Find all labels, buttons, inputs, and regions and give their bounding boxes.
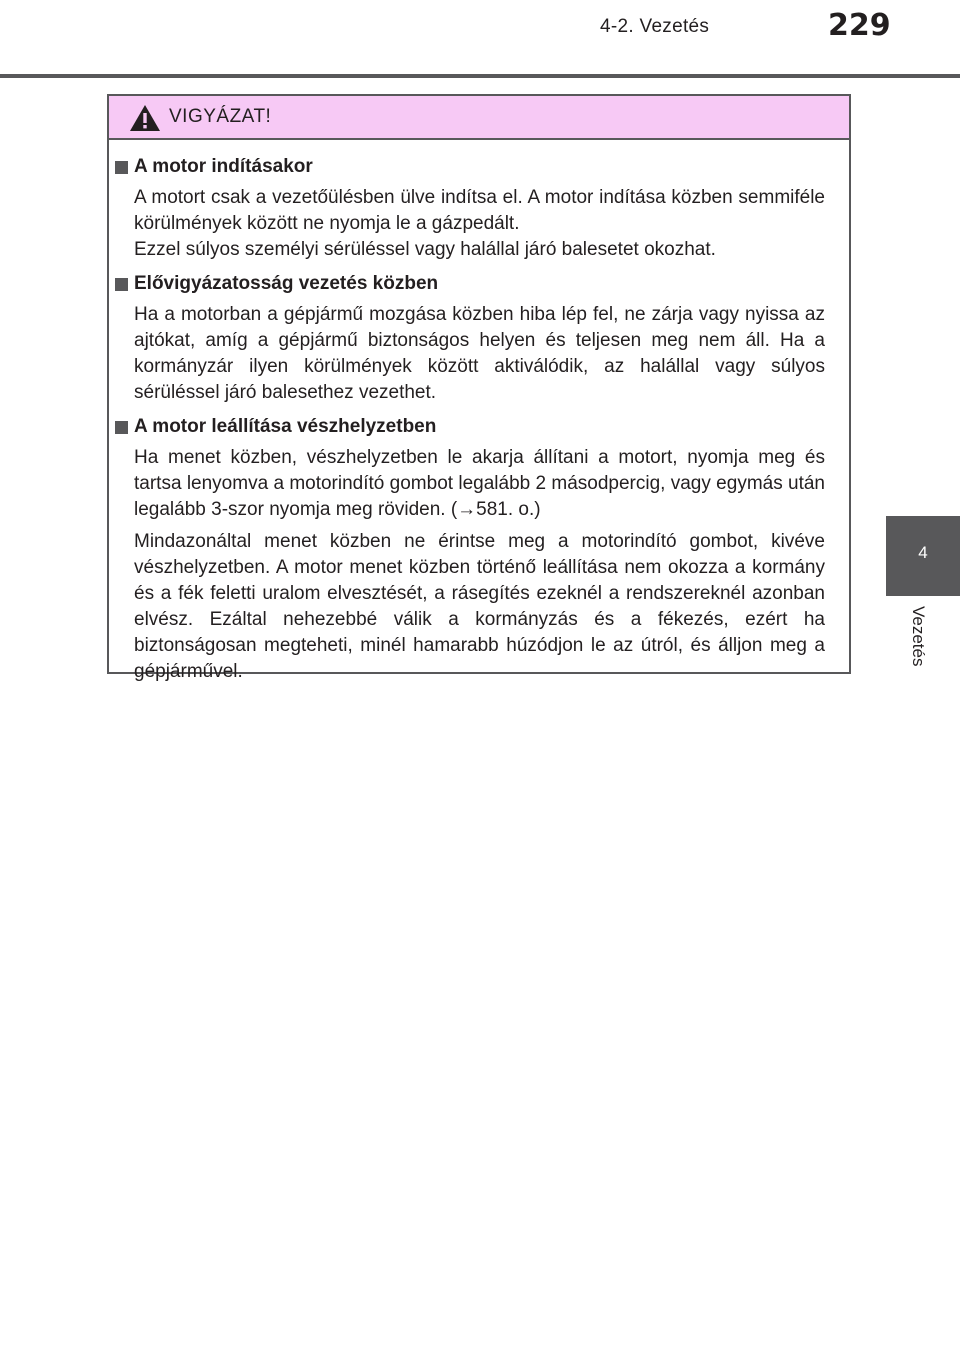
section-heading-text: Elővigyázatosság vezetés közben — [134, 273, 439, 294]
chapter-tab: 4 — [886, 516, 960, 596]
paragraph: Ha a motorban a gépjármű mozgása közben hiba lép fel, ne zárja vagy nyissa az ajtókat, amíg a gépjármű biztonságos helyen és teljesen meg nem áll. Ha a kormányzár ilyen körülmények között aktiválódik, az halállal vagy súlyos sérüléssel járó balesethez vezethet. — [134, 304, 825, 403]
paragraph: Ha menet közben, vészhelyzetben le akarja állítani a motort, nyomja meg és tartsa lenyomva a motorindító gombot legalább 2 másodpercig, vagy egymás után legalább 3-szor nyomja meg röviden. (→581. o.) — [134, 447, 825, 520]
warning-body — [109, 140, 849, 685]
page-number: 229 — [828, 8, 891, 43]
paragraph: Ezzel súlyos személyi sérüléssel vagy halállal járó balesetet okozhat. — [134, 239, 716, 260]
section-heading — [115, 154, 825, 180]
section-heading — [115, 414, 825, 440]
section-heading — [115, 271, 825, 297]
section-heading-text: A motor leállítása vészhelyzetben — [134, 416, 437, 437]
warning-box — [107, 94, 851, 682]
section-heading-text: A motor indításakor — [134, 156, 313, 177]
header-divider — [0, 74, 960, 78]
warning-title: VIGYÁZAT! — [169, 106, 272, 127]
section-emergency-stop — [115, 414, 825, 685]
header-section-title: 4-2. Vezetés — [600, 16, 710, 37]
square-bullet-icon — [115, 278, 128, 291]
section-driving-caution — [115, 271, 825, 406]
warning-header — [109, 96, 849, 140]
square-bullet-icon — [115, 421, 128, 434]
chapter-tab-label: Vezetés — [909, 606, 928, 667]
square-bullet-icon — [115, 161, 128, 174]
paragraph: Mindazonáltal menet közben ne érintse meg a motorindító gombot, kivéve vészhelyzetben. A motor menet közben történő leállítása nem okozza a kormány és a fék feletti uralom elvesztését, a rásegítés ezeknél a rendszereknél azonban elvész. Ezáltal nehezebbé válik a kormányzás és a fékezés, ezért ha biztonságosan megteheti, minél hamarabb húzódjon le az útról, és álljon meg a gépjárművel. — [134, 531, 825, 682]
section-engine-start — [115, 154, 825, 263]
warning-triangle-icon — [129, 104, 161, 132]
paragraph: A motort csak a vezetőülésben ülve indítsa el. A motor indítása közben semmiféle körülmények között ne nyomja le a gázpedált. — [134, 187, 825, 234]
